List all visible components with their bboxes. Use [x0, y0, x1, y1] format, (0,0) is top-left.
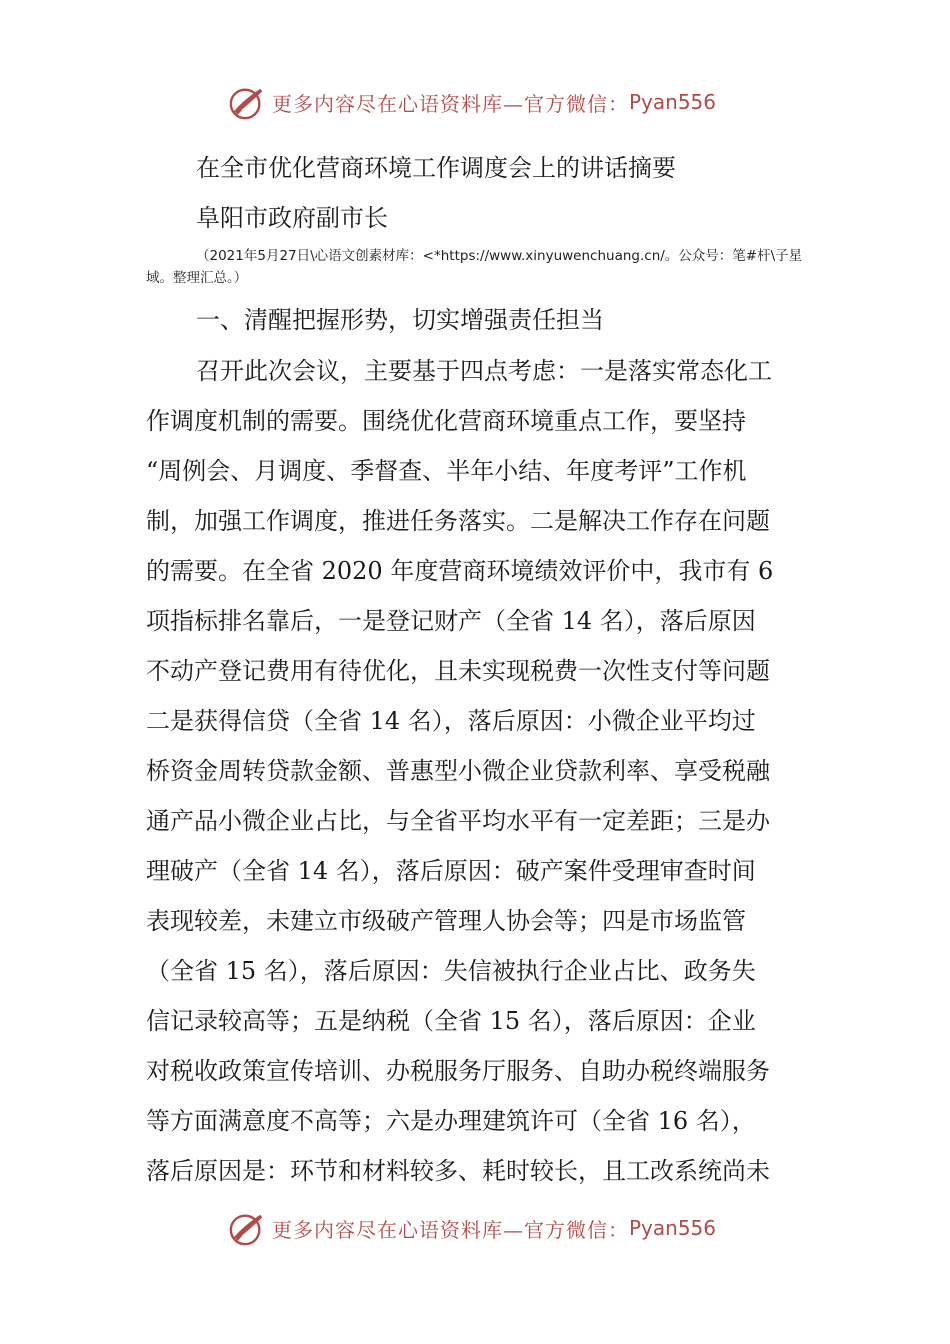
document-author: 阜阳市政府副市长 [196, 204, 388, 232]
body-line: 作调度机制的需要。围绕优化营商环境重点工作，要坚持 [146, 407, 746, 435]
body-text [146, 351, 810, 1201]
banner-text: 更多内容尽在心语资料库—官方微信： [272, 1217, 629, 1242]
body-line: “周例会、月调度、季督查、半年小结、年度考评”工作机 [146, 457, 747, 485]
header-banner [228, 80, 716, 124]
pen-logo-icon [228, 83, 266, 121]
footer-banner [228, 1206, 716, 1250]
banner-text: 更多内容尽在心语资料库—官方微信： [272, 91, 629, 116]
body-line: 落后原因是：环节和材料较多、耗时较长，且工改系统尚未 [146, 1157, 770, 1185]
body-line: 表现较差，未建立市级破产管理人协会等；四是市场监管 [146, 907, 746, 935]
body-line: 不动产登记费用有待优化，且未实现税费一次性支付等问题 [146, 657, 770, 685]
body-line: 等方面满意度不高等；六是办理建筑许可（全省 16 名）， [146, 1107, 756, 1135]
body-line: 二是获得信贷（全省 14 名），落后原因：小微企业平均过 [146, 707, 756, 735]
body-line: 召开此次会议，主要基于四点考虑：一是落实常态化工 [196, 357, 772, 385]
body-line: 信记录较高等；五是纳税（全省 15 名），落后原因：企业 [146, 1007, 756, 1035]
banner-wechat-id: Pyan556 [629, 90, 717, 114]
body-line: 桥资金周转贷款金额、普惠型小微企业贷款利率、享受税融 [146, 757, 770, 785]
body-line: 理破产（全省 14 名），落后原因：破产案件受理审查时间 [146, 857, 756, 885]
source-note: （2021年5月27日\心语文创素材库：<*https://www.xinyuwenchuang.cn/。公众号：笔#杆\子星域。整理汇总。） [146, 248, 803, 286]
body-line: 通产品小微企业占比，与全省平均水平有一定差距；三是办 [146, 807, 770, 835]
body-line: 对税收政策宣传培训、办税服务厅服务、自助办税终端服务 [146, 1057, 770, 1085]
body-line: （全省 15 名），落后原因：失信被执行企业占比、政务失 [146, 957, 756, 985]
document-title: 在全市优化营商环境工作调度会上的讲话摘要 [196, 154, 676, 182]
pen-logo-icon [228, 1209, 266, 1247]
body-line: 的需要。在全省 2020 年度营商环境绩效评价中，我市有 6 [146, 557, 774, 585]
banner-wechat-id: Pyan556 [629, 1216, 717, 1240]
body-line: 项指标排名靠后，一是登记财产（全省 14 名），落后原因 [146, 607, 756, 635]
body-line: 制，加强工作调度，推进任务落实。二是解决工作存在问题 [146, 507, 770, 535]
section-heading: 一、清醒把握形势，切实增强责任担当 [196, 306, 604, 334]
